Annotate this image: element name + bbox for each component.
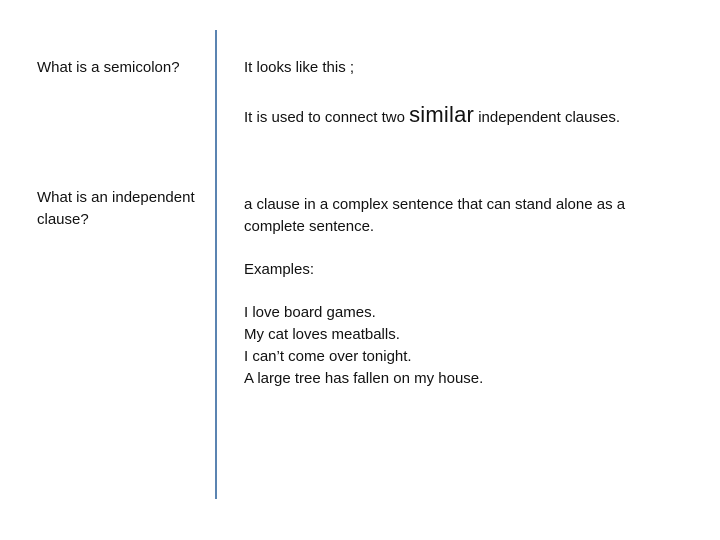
usage-text-before: It is used to connect two	[244, 109, 405, 126]
examples-list	[244, 302, 684, 390]
column-divider	[215, 30, 217, 499]
example-item: I can’t come over tonight.	[244, 348, 412, 365]
examples-label: Examples:	[244, 261, 315, 278]
question-semicolon: What is a semicolon?	[37, 59, 180, 76]
example-item: I love board games.	[244, 304, 376, 321]
example-item: A large tree has fallen on my house.	[244, 370, 484, 387]
example-item: My cat loves meatballs.	[244, 326, 400, 343]
question-independent-clause: What is an independent clause?	[37, 189, 195, 228]
answer-semicolon-usage	[244, 104, 684, 129]
answer-semicolon-appearance: It looks like this ;	[244, 59, 355, 76]
answer-independent-clause-definition: a clause in a complex sentence that can stand alone as a complete sentence.	[244, 196, 626, 235]
usage-text-after: independent clauses.	[478, 109, 620, 126]
usage-emphasis-word: similar	[409, 102, 475, 127]
